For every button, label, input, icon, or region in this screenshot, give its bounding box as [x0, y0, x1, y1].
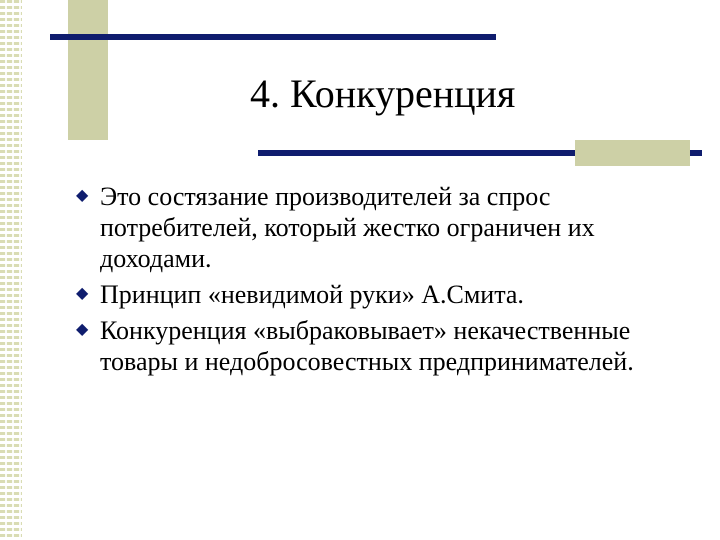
bullet-text: Это состязание производителей за спрос потребителей, который жестко ограничен их доходами.: [100, 182, 595, 273]
bullet-item: [76, 279, 676, 310]
accent-block-top: [68, 0, 108, 140]
bullet-item: [76, 315, 676, 377]
bullet-text: Принцип «невидимой руки» А.Смита.: [100, 280, 524, 309]
bullet-item: [76, 181, 676, 274]
bullet-list: [76, 181, 676, 382]
accent-block-right: [575, 140, 690, 166]
title-rule-top: [50, 34, 496, 40]
slide-title: 4. Конкуренция: [250, 71, 516, 116]
bullet-text: Конкуренция «выбраковывает» некачественные товары и недобросовестных предпринимателей.: [100, 316, 634, 376]
diamond-bullet-icon: ◆: [76, 285, 89, 302]
diamond-bullet-icon: ◆: [76, 187, 89, 204]
diamond-bullet-icon: ◆: [76, 321, 89, 338]
striped-edge-decoration: [0, 0, 22, 540]
